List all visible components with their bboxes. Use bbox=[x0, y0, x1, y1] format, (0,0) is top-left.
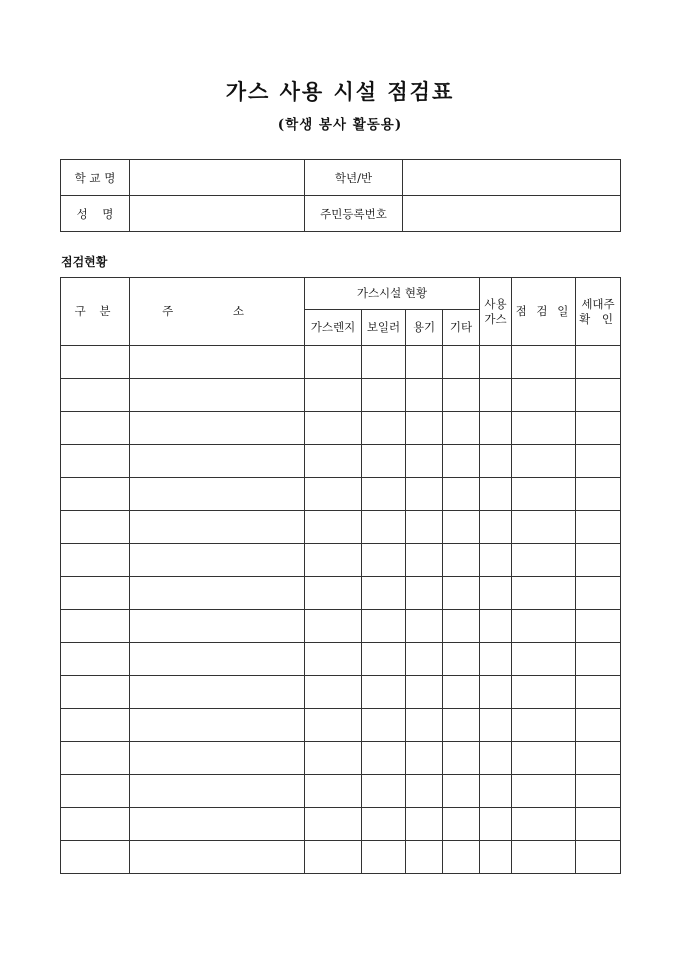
table-cell[interactable] bbox=[362, 610, 406, 643]
page-title: 가스 사용 시설 점검표 bbox=[225, 79, 455, 104]
table-cell[interactable] bbox=[480, 511, 512, 544]
table-cell[interactable] bbox=[443, 775, 480, 808]
table-cell[interactable] bbox=[130, 676, 305, 709]
table-cell[interactable] bbox=[443, 841, 480, 874]
table-cell[interactable] bbox=[305, 742, 362, 775]
table-cell[interactable] bbox=[480, 412, 512, 445]
header-gas-used: 사용 가스 bbox=[480, 278, 512, 346]
table-row bbox=[61, 742, 621, 775]
table-cell[interactable] bbox=[480, 676, 512, 709]
table-row bbox=[61, 412, 621, 445]
table-row bbox=[61, 808, 621, 841]
header-head-confirm: 세대주 확 인 bbox=[576, 278, 621, 346]
table-cell[interactable] bbox=[406, 775, 443, 808]
header-category: 구 분 bbox=[61, 278, 130, 346]
table-cell[interactable] bbox=[512, 610, 576, 643]
table-cell[interactable] bbox=[443, 610, 480, 643]
table-cell[interactable] bbox=[362, 808, 406, 841]
table-cell[interactable] bbox=[305, 511, 362, 544]
table-cell[interactable] bbox=[576, 676, 621, 709]
table-cell[interactable] bbox=[406, 544, 443, 577]
grade-class-field[interactable] bbox=[403, 160, 621, 196]
grade-class-label: 학년/반 bbox=[305, 160, 403, 196]
table-row bbox=[61, 775, 621, 808]
table-cell[interactable] bbox=[61, 412, 130, 445]
table-row bbox=[61, 379, 621, 412]
table-cell[interactable] bbox=[61, 379, 130, 412]
table-cell[interactable] bbox=[130, 379, 305, 412]
table-cell[interactable] bbox=[130, 577, 305, 610]
table-cell[interactable] bbox=[305, 775, 362, 808]
table-cell[interactable] bbox=[305, 544, 362, 577]
table-cell[interactable] bbox=[443, 379, 480, 412]
table-cell[interactable] bbox=[576, 544, 621, 577]
table-cell[interactable] bbox=[305, 610, 362, 643]
table-row bbox=[61, 346, 621, 379]
table-cell[interactable] bbox=[130, 412, 305, 445]
table-cell[interactable] bbox=[406, 709, 443, 742]
table-cell[interactable] bbox=[305, 676, 362, 709]
table-cell[interactable] bbox=[512, 808, 576, 841]
table-cell[interactable] bbox=[406, 445, 443, 478]
table-cell[interactable] bbox=[61, 643, 130, 676]
table-cell[interactable] bbox=[512, 346, 576, 379]
table-cell[interactable] bbox=[576, 841, 621, 874]
table-cell[interactable] bbox=[61, 544, 130, 577]
table-cell[interactable] bbox=[480, 775, 512, 808]
table-cell[interactable] bbox=[512, 643, 576, 676]
table-row bbox=[61, 544, 621, 577]
table-cell[interactable] bbox=[512, 841, 576, 874]
table-cell[interactable] bbox=[406, 511, 443, 544]
table-cell[interactable] bbox=[512, 511, 576, 544]
table-row bbox=[61, 445, 621, 478]
table-cell[interactable] bbox=[362, 346, 406, 379]
table-row bbox=[61, 610, 621, 643]
student-name-label: 성 명 bbox=[61, 196, 130, 232]
table-cell[interactable] bbox=[130, 478, 305, 511]
student-name-field[interactable] bbox=[130, 196, 305, 232]
table-cell[interactable] bbox=[406, 610, 443, 643]
table-cell[interactable] bbox=[406, 808, 443, 841]
table-cell[interactable] bbox=[512, 577, 576, 610]
table-cell[interactable] bbox=[480, 445, 512, 478]
table-cell[interactable] bbox=[305, 643, 362, 676]
table-cell[interactable] bbox=[512, 676, 576, 709]
table-cell[interactable] bbox=[362, 478, 406, 511]
resident-id-label: 주민등록번호 bbox=[305, 196, 403, 232]
table-cell[interactable] bbox=[406, 379, 443, 412]
table-cell[interactable] bbox=[576, 577, 621, 610]
table-cell[interactable] bbox=[576, 709, 621, 742]
table-row bbox=[61, 643, 621, 676]
table-row bbox=[61, 511, 621, 544]
section-title: 점검현황 bbox=[61, 255, 108, 269]
table-cell[interactable] bbox=[443, 577, 480, 610]
resident-id-field[interactable] bbox=[403, 196, 621, 232]
table-cell[interactable] bbox=[443, 643, 480, 676]
table-cell[interactable] bbox=[362, 742, 406, 775]
table-cell[interactable] bbox=[61, 742, 130, 775]
header-gas-range: 가스렌지 bbox=[305, 310, 362, 346]
inspection-table bbox=[60, 277, 621, 874]
table-cell[interactable] bbox=[443, 511, 480, 544]
table-cell[interactable] bbox=[61, 445, 130, 478]
table-cell[interactable] bbox=[61, 775, 130, 808]
table-row bbox=[61, 676, 621, 709]
table-cell[interactable] bbox=[576, 445, 621, 478]
table-cell[interactable] bbox=[512, 742, 576, 775]
table-cell[interactable] bbox=[443, 412, 480, 445]
table-cell[interactable] bbox=[480, 577, 512, 610]
table-row bbox=[61, 841, 621, 874]
table-cell[interactable] bbox=[362, 379, 406, 412]
table-cell[interactable] bbox=[362, 544, 406, 577]
table-cell[interactable] bbox=[130, 742, 305, 775]
table-cell[interactable] bbox=[362, 643, 406, 676]
table-cell[interactable] bbox=[305, 841, 362, 874]
table-cell[interactable] bbox=[576, 742, 621, 775]
table-cell[interactable] bbox=[362, 676, 406, 709]
table-cell[interactable] bbox=[480, 478, 512, 511]
table-cell[interactable] bbox=[576, 808, 621, 841]
table-cell[interactable] bbox=[362, 412, 406, 445]
table-cell[interactable] bbox=[130, 610, 305, 643]
table-cell[interactable] bbox=[443, 709, 480, 742]
table-cell[interactable] bbox=[61, 577, 130, 610]
table-cell[interactable] bbox=[305, 577, 362, 610]
table-cell[interactable] bbox=[305, 445, 362, 478]
table-cell[interactable] bbox=[576, 610, 621, 643]
table-cell[interactable] bbox=[305, 412, 362, 445]
table-cell[interactable] bbox=[480, 544, 512, 577]
student-info-table bbox=[60, 159, 621, 232]
table-cell[interactable] bbox=[480, 742, 512, 775]
school-name-field[interactable] bbox=[130, 160, 305, 196]
table-cell[interactable] bbox=[406, 841, 443, 874]
table-cell[interactable] bbox=[362, 577, 406, 610]
page-subtitle: (학생 봉사 활동용) bbox=[277, 117, 403, 133]
table-cell[interactable] bbox=[443, 742, 480, 775]
table-cell[interactable] bbox=[512, 544, 576, 577]
table-cell[interactable] bbox=[130, 346, 305, 379]
table-cell[interactable] bbox=[480, 346, 512, 379]
table-cell[interactable] bbox=[480, 709, 512, 742]
header-other: 기타 bbox=[443, 310, 480, 346]
table-cell[interactable] bbox=[576, 643, 621, 676]
school-name-label: 학 교 명 bbox=[61, 160, 130, 196]
header-facility-group: 가스시설 현황 bbox=[305, 278, 480, 310]
table-cell[interactable] bbox=[512, 445, 576, 478]
table-cell[interactable] bbox=[362, 511, 406, 544]
table-cell[interactable] bbox=[443, 445, 480, 478]
table-cell[interactable] bbox=[443, 544, 480, 577]
table-cell[interactable] bbox=[480, 643, 512, 676]
header-address: 주 소 bbox=[130, 278, 305, 346]
table-cell[interactable] bbox=[130, 643, 305, 676]
table-cell[interactable] bbox=[406, 346, 443, 379]
table-cell[interactable] bbox=[576, 478, 621, 511]
table-cell[interactable] bbox=[130, 544, 305, 577]
table-cell[interactable] bbox=[406, 478, 443, 511]
header-inspection-date: 점 검 일 bbox=[512, 278, 576, 346]
table-cell[interactable] bbox=[61, 808, 130, 841]
table-cell[interactable] bbox=[305, 709, 362, 742]
table-cell[interactable] bbox=[576, 346, 621, 379]
table-cell[interactable] bbox=[512, 379, 576, 412]
table-cell[interactable] bbox=[480, 841, 512, 874]
table-cell[interactable] bbox=[480, 379, 512, 412]
table-cell[interactable] bbox=[305, 808, 362, 841]
table-cell[interactable] bbox=[61, 610, 130, 643]
table-cell[interactable] bbox=[362, 775, 406, 808]
table-cell[interactable] bbox=[443, 808, 480, 841]
table-cell[interactable] bbox=[130, 445, 305, 478]
table-cell[interactable] bbox=[406, 676, 443, 709]
table-cell[interactable] bbox=[61, 709, 130, 742]
inspection-table-body bbox=[61, 346, 621, 874]
table-cell[interactable] bbox=[443, 346, 480, 379]
table-cell[interactable] bbox=[130, 511, 305, 544]
table-cell[interactable] bbox=[305, 478, 362, 511]
table-cell[interactable] bbox=[130, 709, 305, 742]
table-cell[interactable] bbox=[480, 808, 512, 841]
table-cell[interactable] bbox=[576, 379, 621, 412]
table-cell[interactable] bbox=[512, 775, 576, 808]
table-cell[interactable] bbox=[61, 511, 130, 544]
table-cell[interactable] bbox=[61, 676, 130, 709]
header-boiler: 보일러 bbox=[362, 310, 406, 346]
table-cell[interactable] bbox=[443, 478, 480, 511]
table-cell[interactable] bbox=[406, 742, 443, 775]
table-cell[interactable] bbox=[512, 709, 576, 742]
table-row bbox=[61, 478, 621, 511]
header-container: 용기 bbox=[406, 310, 443, 346]
table-cell[interactable] bbox=[362, 841, 406, 874]
table-cell[interactable] bbox=[406, 412, 443, 445]
table-cell[interactable] bbox=[406, 577, 443, 610]
table-cell[interactable] bbox=[305, 379, 362, 412]
table-cell[interactable] bbox=[130, 775, 305, 808]
table-cell[interactable] bbox=[443, 676, 480, 709]
table-cell[interactable] bbox=[576, 775, 621, 808]
table-cell[interactable] bbox=[576, 412, 621, 445]
table-cell[interactable] bbox=[406, 643, 443, 676]
table-cell[interactable] bbox=[61, 346, 130, 379]
table-cell[interactable] bbox=[61, 478, 130, 511]
table-cell[interactable] bbox=[305, 346, 362, 379]
table-cell[interactable] bbox=[512, 478, 576, 511]
table-cell[interactable] bbox=[576, 511, 621, 544]
table-cell[interactable] bbox=[130, 841, 305, 874]
table-cell[interactable] bbox=[480, 610, 512, 643]
table-cell[interactable] bbox=[130, 808, 305, 841]
table-cell[interactable] bbox=[362, 445, 406, 478]
table-cell[interactable] bbox=[512, 412, 576, 445]
table-row bbox=[61, 709, 621, 742]
table-cell[interactable] bbox=[61, 841, 130, 874]
table-row bbox=[61, 577, 621, 610]
table-cell[interactable] bbox=[362, 709, 406, 742]
